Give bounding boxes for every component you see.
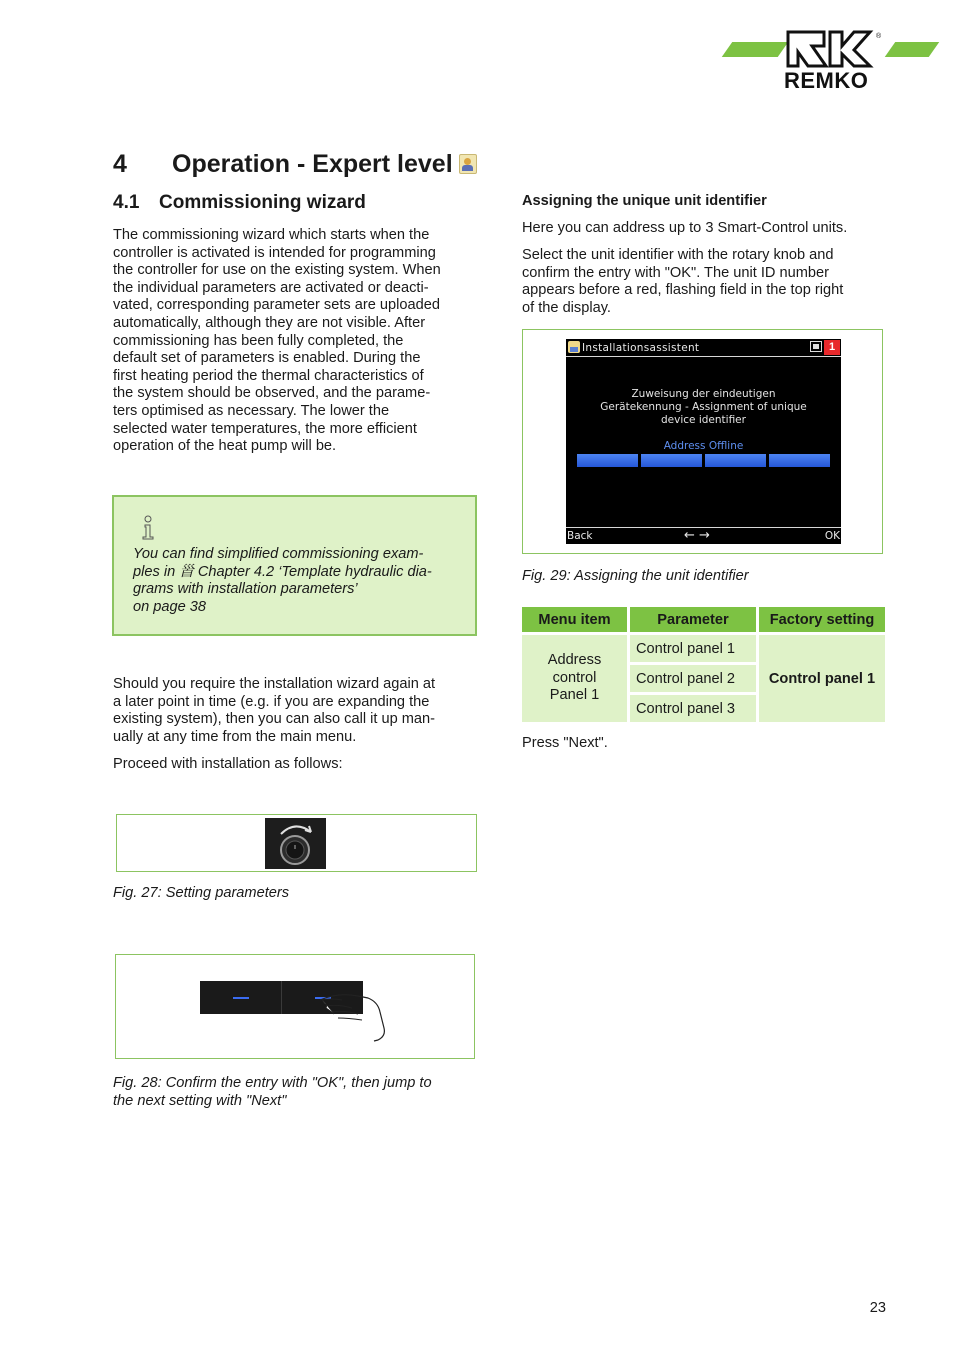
chapter-title: Operation - Expert level bbox=[172, 150, 453, 178]
intro-line: ters optimised as necessary. The lower the bbox=[113, 402, 390, 419]
wizard-line: a later point in time (e.g. if you are expanding the bbox=[113, 693, 430, 710]
column-header: Parameter bbox=[630, 607, 756, 632]
para-line: Select the unit identifier with the rotary knob and bbox=[522, 247, 834, 263]
section-title: Commissioning wizard bbox=[159, 192, 366, 213]
figure-27-caption: Fig. 27: Setting parameters bbox=[113, 885, 290, 901]
ok-button-led bbox=[233, 997, 249, 999]
intro-line: default set of parameters is enabled. During the bbox=[113, 350, 421, 367]
caption-line: the next setting with "Next" bbox=[113, 1092, 287, 1109]
controller-display bbox=[566, 339, 841, 544]
chapter-heading bbox=[113, 150, 477, 179]
info-note bbox=[112, 495, 477, 636]
unit-id-badge: 1 bbox=[824, 340, 840, 355]
back-softkey[interactable]: Back bbox=[567, 530, 593, 542]
logo-stripe-left bbox=[722, 42, 789, 57]
press-next-text: Press "Next". bbox=[522, 735, 608, 751]
address-status bbox=[566, 440, 841, 452]
subheading: Assigning the unique unit identifier bbox=[522, 193, 767, 209]
note-link-line[interactable]: grams with installation parameters’ bbox=[133, 581, 358, 598]
column-header: Factory setting bbox=[759, 607, 885, 632]
intro-line: vated, corresponding parameter sets are uploaded bbox=[113, 297, 440, 314]
screen-message-line: Zuweisung der eindeutigen bbox=[631, 388, 776, 400]
parameter-cell: Control panel 3 bbox=[630, 695, 756, 722]
address-slot[interactable] bbox=[641, 454, 702, 467]
note-line: You can find simplified commissioning exam- bbox=[133, 546, 424, 562]
address-slot[interactable] bbox=[577, 454, 638, 467]
figure-29-caption: Fig. 29: Assigning the unit identifier bbox=[522, 568, 749, 584]
intro-line: commissioning has been fully completed, the bbox=[113, 332, 404, 349]
intro-line: the controller for use on the existing system. When bbox=[113, 262, 441, 279]
table-header-row bbox=[522, 607, 885, 632]
column-header: Menu item bbox=[522, 607, 627, 632]
select-identifier-paragraph bbox=[522, 247, 843, 317]
address-selector-bar[interactable] bbox=[577, 454, 831, 467]
svg-text:®: ® bbox=[876, 33, 882, 40]
ok-softkey[interactable]: OK bbox=[824, 530, 840, 542]
parameter-table bbox=[519, 604, 888, 725]
pressing-hand-icon bbox=[318, 988, 388, 1043]
intro-paragraph bbox=[113, 227, 441, 456]
para-line: of the display. bbox=[522, 299, 611, 316]
intro-line: selected water temperatures, the more efficient bbox=[113, 420, 417, 437]
menu-item-line: Address bbox=[547, 652, 602, 669]
wizard-line: Should you require the installation wizard again at bbox=[113, 676, 436, 692]
button-divider bbox=[281, 981, 282, 1014]
arrow-keys-icon[interactable]: ← → bbox=[684, 528, 710, 543]
parameter-cell: Control panel 1 bbox=[630, 635, 756, 662]
intro-line: controller is activated is intended for programming bbox=[113, 244, 436, 261]
parameter-cell: Control panel 2 bbox=[630, 665, 756, 692]
monitor-icon bbox=[810, 341, 822, 352]
note-text bbox=[133, 546, 468, 616]
rotary-knob-icon bbox=[265, 818, 326, 869]
screen-message-line: Gerätekennung - Assignment of unique bbox=[600, 401, 807, 413]
info-icon bbox=[140, 515, 156, 541]
intro-line: The commissioning wizard which starts when the bbox=[113, 227, 430, 243]
address-label: Address bbox=[663, 440, 706, 452]
screen-title: Installationsassistent bbox=[582, 342, 700, 354]
expert-user-icon bbox=[459, 154, 477, 174]
section-number: 4.1 bbox=[113, 192, 140, 213]
intro-line: automatically, although they are not visible. After bbox=[113, 314, 426, 331]
section-heading bbox=[113, 192, 366, 214]
caption-line: Fig. 28: Confirm the entry with "OK", then jump to bbox=[113, 1075, 432, 1091]
note-link-line[interactable]: ples in ⻡ Chapter 4.2 ‘Template hydraulic dia- bbox=[133, 563, 432, 580]
menu-item-line: control bbox=[552, 669, 597, 686]
note-page-ref[interactable]: on page 38 bbox=[133, 598, 207, 615]
wizard-again-paragraph bbox=[113, 676, 435, 746]
intro-line: first heating period the thermal characteristics of bbox=[113, 367, 424, 384]
brand-name: REMKO bbox=[784, 68, 869, 93]
logo-stripe-right bbox=[885, 42, 940, 57]
menu-item-line: Panel 1 bbox=[549, 687, 600, 704]
screen-message-line: device identifier bbox=[661, 414, 746, 426]
menu-item-cell bbox=[522, 635, 627, 722]
header-divider bbox=[566, 356, 841, 357]
para-line: appears before a red, flashing field in the top right bbox=[522, 282, 844, 299]
address-units-text: Here you can address up to 3 Smart-Control units. bbox=[522, 220, 848, 236]
wizard-line: ually at any time from the main menu. bbox=[113, 728, 357, 745]
chapter-number: 4 bbox=[113, 150, 127, 178]
intro-line: the individual parameters are activated or deacti- bbox=[113, 279, 429, 296]
intro-line: the system should be observed, and the parame- bbox=[113, 385, 431, 402]
proceed-text: Proceed with installation as follows: bbox=[113, 756, 343, 772]
address-slot[interactable] bbox=[769, 454, 830, 467]
address-value: Offline bbox=[708, 440, 744, 452]
para-line: confirm the entry with "OK". The unit ID number bbox=[522, 264, 829, 281]
address-slot[interactable] bbox=[705, 454, 766, 467]
factory-setting-cell: Control panel 1 bbox=[759, 635, 885, 722]
wizard-line: existing system), then you can also call it up man- bbox=[113, 711, 436, 728]
intro-line: operation of the heat pump will be. bbox=[113, 438, 337, 455]
table-row bbox=[522, 635, 885, 662]
wizard-user-icon bbox=[568, 341, 580, 353]
figure-28-caption bbox=[113, 1075, 432, 1110]
rotary-knob-image bbox=[265, 818, 326, 869]
page-number: 23 bbox=[869, 1300, 886, 1316]
